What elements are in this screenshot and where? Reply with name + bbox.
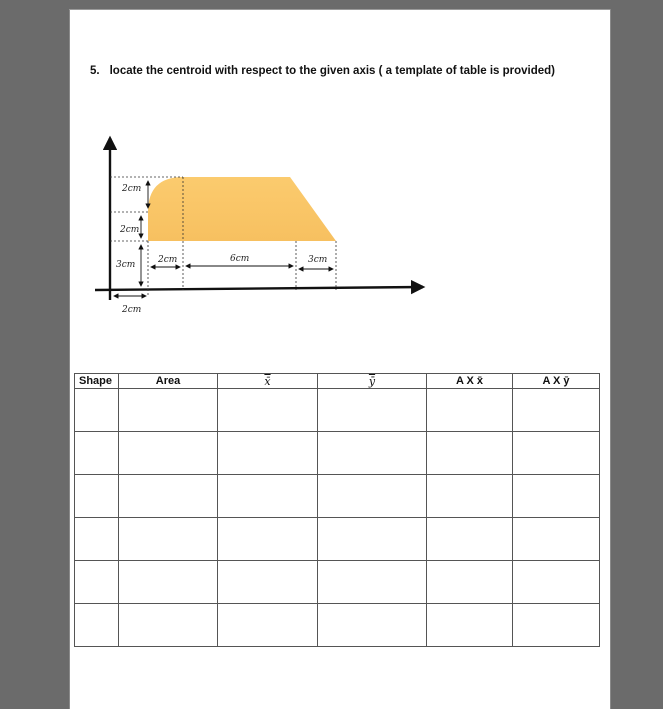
table-cell[interactable] — [119, 604, 218, 647]
table-cell[interactable] — [427, 561, 513, 604]
dim-slope-width: 3cm — [308, 255, 328, 265]
table-cell[interactable] — [119, 432, 218, 475]
table-cell[interactable] — [218, 475, 318, 518]
question-number: 5. — [90, 65, 100, 77]
centroid-table — [74, 373, 600, 647]
dim-left-bottom: 3cm — [116, 260, 136, 270]
dim-left-middle: 2cm — [120, 225, 140, 235]
table-cell[interactable] — [318, 432, 427, 475]
question-text: locate the centroid with respect to the given axis ( a template of table is provided) — [109, 65, 555, 77]
table-cell[interactable] — [218, 518, 318, 561]
table-row — [75, 432, 600, 475]
table-cell[interactable] — [318, 604, 427, 647]
table-cell[interactable] — [318, 518, 427, 561]
dim-top-width: 6cm — [230, 254, 250, 264]
table-cell[interactable] — [513, 518, 600, 561]
table-cell[interactable] — [513, 432, 600, 475]
table-cell[interactable] — [119, 475, 218, 518]
header-area-times-x-bar: A X x̄ — [427, 374, 513, 389]
dim-left-top: 2cm — [122, 184, 142, 194]
table-cell[interactable] — [318, 561, 427, 604]
table-row — [75, 561, 600, 604]
table-cell[interactable] — [218, 432, 318, 475]
table-cell[interactable] — [513, 561, 600, 604]
header-x-bar: x̄ — [218, 374, 318, 389]
table-cell[interactable] — [75, 518, 119, 561]
header-area-times-y-bar: A X ȳ — [513, 374, 600, 389]
dim-bottom-left: 2cm — [122, 305, 142, 315]
table-header-row — [75, 374, 600, 389]
header-area: Area — [119, 374, 218, 389]
table-cell[interactable] — [427, 389, 513, 432]
table-row — [75, 389, 600, 432]
table-cell[interactable] — [318, 389, 427, 432]
table-cell[interactable] — [513, 604, 600, 647]
table-cell[interactable] — [218, 561, 318, 604]
table-cell[interactable] — [119, 389, 218, 432]
table-row — [75, 518, 600, 561]
composite-shape — [148, 177, 336, 241]
table-cell[interactable] — [513, 475, 600, 518]
dim-inner-width: 2cm — [158, 255, 178, 265]
table-cell[interactable] — [318, 475, 427, 518]
table-cell[interactable] — [427, 604, 513, 647]
table-cell[interactable] — [427, 518, 513, 561]
table-row — [75, 604, 600, 647]
table-cell[interactable] — [427, 432, 513, 475]
table-cell[interactable] — [75, 389, 119, 432]
table-cell[interactable] — [75, 604, 119, 647]
table-cell[interactable] — [513, 389, 600, 432]
header-shape: Shape — [75, 374, 119, 389]
table-cell[interactable] — [427, 475, 513, 518]
table-cell[interactable] — [119, 561, 218, 604]
header-y-bar: $\overline{ȳ}$ — [318, 374, 427, 389]
table-row — [75, 475, 600, 518]
table-cell[interactable] — [218, 389, 318, 432]
table-cell[interactable] — [75, 561, 119, 604]
table-cell[interactable] — [119, 518, 218, 561]
table-cell[interactable] — [75, 475, 119, 518]
table-cell[interactable] — [218, 604, 318, 647]
table-cell[interactable] — [75, 432, 119, 475]
x-axis — [95, 287, 423, 290]
